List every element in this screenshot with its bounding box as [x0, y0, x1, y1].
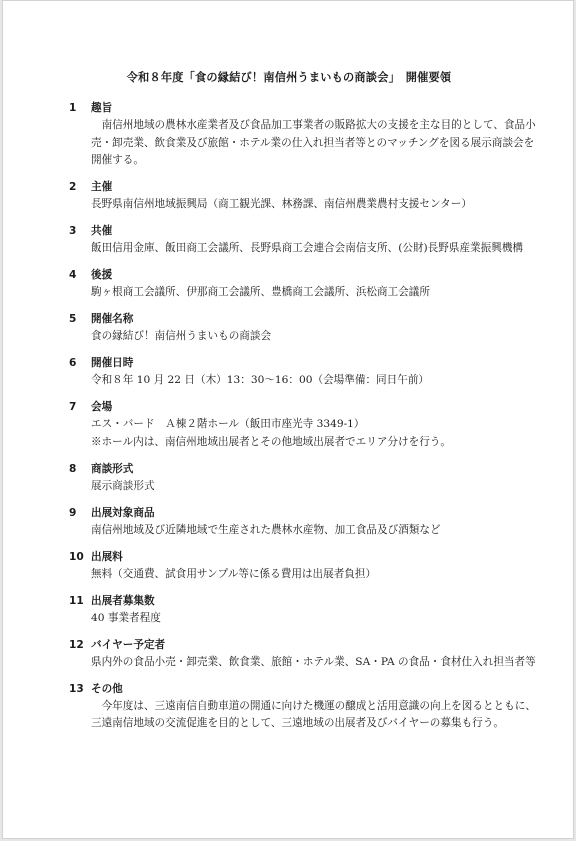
section-1	[69, 99, 543, 170]
section-text: 長野県南信州地域振興局（商工観光課、林務課、南信州農業農村支援センター）	[91, 198, 472, 210]
section-body	[69, 522, 543, 540]
section-label: 会場	[91, 401, 113, 413]
section-label: 共催	[91, 225, 113, 237]
section-8	[69, 460, 543, 496]
section-11	[69, 592, 543, 628]
section-number: 6	[69, 357, 77, 369]
section-text: ※ホール内は、南信州地域出展者とその他地域出展者でエリア分けを行う。	[91, 435, 451, 448]
section-label: 趣旨	[91, 102, 113, 114]
section-body	[69, 328, 543, 346]
section-label: 後援	[91, 269, 113, 281]
section-13	[69, 680, 543, 733]
section-number: 5	[69, 313, 77, 325]
section-number: 4	[69, 269, 77, 281]
section-label: その他	[91, 682, 123, 695]
section-heading	[69, 354, 543, 372]
section-number: 1	[69, 102, 77, 114]
section-heading	[69, 178, 543, 196]
section-heading	[69, 460, 543, 478]
section-text: 令和８年 10 月 22 日（木）13：30～16：00（会場準備：同日午前）	[91, 374, 430, 386]
section-text: 展示商談形式	[91, 479, 155, 492]
section-number: 3	[69, 225, 77, 237]
section-number: 7	[69, 401, 77, 413]
section-list	[69, 99, 543, 741]
section-heading	[69, 266, 543, 284]
section-heading	[69, 680, 543, 698]
section-text: 駒ヶ根商工会議所、伊那商工会議所、豊橋商工会議所、浜松商工会議所	[91, 286, 430, 298]
section-label: 商談形式	[91, 462, 134, 475]
section-label: 出展者募集数	[91, 594, 155, 607]
document-page	[2, 0, 574, 839]
section-5	[69, 310, 543, 346]
section-body	[69, 566, 543, 584]
section-body	[69, 698, 543, 733]
section-7	[69, 398, 543, 451]
section-heading	[69, 310, 543, 328]
section-label: 出展対象商品	[91, 506, 155, 519]
section-text: 飯田信用金庫、飯田商工会議所、長野県商工会連合会南信支所、(公財)長野県産業振興機構	[91, 242, 524, 254]
section-label: 出展料	[91, 550, 123, 563]
section-12	[69, 636, 543, 672]
section-body	[69, 610, 543, 628]
section-label: 主催	[91, 181, 113, 193]
section-body	[69, 416, 543, 451]
section-number: 10	[69, 550, 84, 563]
section-heading	[69, 99, 543, 117]
section-heading	[69, 636, 543, 654]
section-text: 40 事業者程度	[91, 611, 161, 624]
section-heading	[69, 398, 543, 416]
section-10	[69, 548, 543, 584]
section-6	[69, 354, 543, 390]
section-number: 9	[69, 506, 77, 519]
section-heading	[69, 548, 543, 566]
section-label: 開催名称	[91, 313, 134, 325]
section-heading	[69, 504, 543, 522]
section-label: 開催日時	[91, 357, 134, 369]
section-text: 無料（交通費、試食用サンプル等に係る費用は出展者負担）	[91, 567, 377, 580]
section-heading	[69, 592, 543, 610]
section-3	[69, 222, 543, 258]
section-number: 11	[69, 594, 84, 607]
section-4	[69, 266, 543, 302]
section-heading	[69, 222, 543, 240]
section-number: 13	[69, 682, 84, 695]
section-number: 2	[69, 181, 77, 193]
document-title: 令和８年度「食の縁結び！南信州うまいもの商談会」 開催要領	[126, 71, 452, 84]
section-body	[69, 240, 543, 258]
section-number: 12	[69, 638, 84, 651]
section-body	[69, 284, 543, 302]
section-label: バイヤー予定者	[91, 638, 166, 651]
section-number: 8	[69, 462, 77, 475]
section-body	[69, 117, 543, 170]
section-2	[69, 178, 543, 214]
section-text: 南信州地域の農林水産業者及び食品加工事業者の販路拡大の支援を主な目的として、食品小売・卸売業、飲食業及び旅館・ホテル業の仕入れ担当者等とのマッチングを図る展示商談会を開催する。	[91, 119, 536, 166]
section-text: 南信州地域及び近隣地域で生産された農林水産物、加工食品及び酒類など	[91, 523, 441, 536]
section-body	[69, 654, 543, 672]
section-text: エス・バード Ａ棟２階ホール（飯田市座光寺 3349-1）	[91, 418, 365, 430]
section-body	[69, 196, 543, 214]
section-text: 今年度は、三遠南信自動車道の開通に向けた機運の醸成と活用意識の向上を図るとともに、三遠南信地域の交流促進を目的として、三遠地域の出展者及びバイヤーの募集も行う。	[91, 699, 536, 729]
section-text: 食の縁結び！南信州うまいもの商談会	[91, 330, 272, 342]
section-body	[69, 478, 543, 496]
section-body	[69, 372, 543, 390]
section-9	[69, 504, 543, 540]
section-text: 県内外の食品小売・卸売業、飲食業、旅館・ホテル業、SA・PA の食品・食材仕入れ担当者等	[91, 655, 536, 668]
